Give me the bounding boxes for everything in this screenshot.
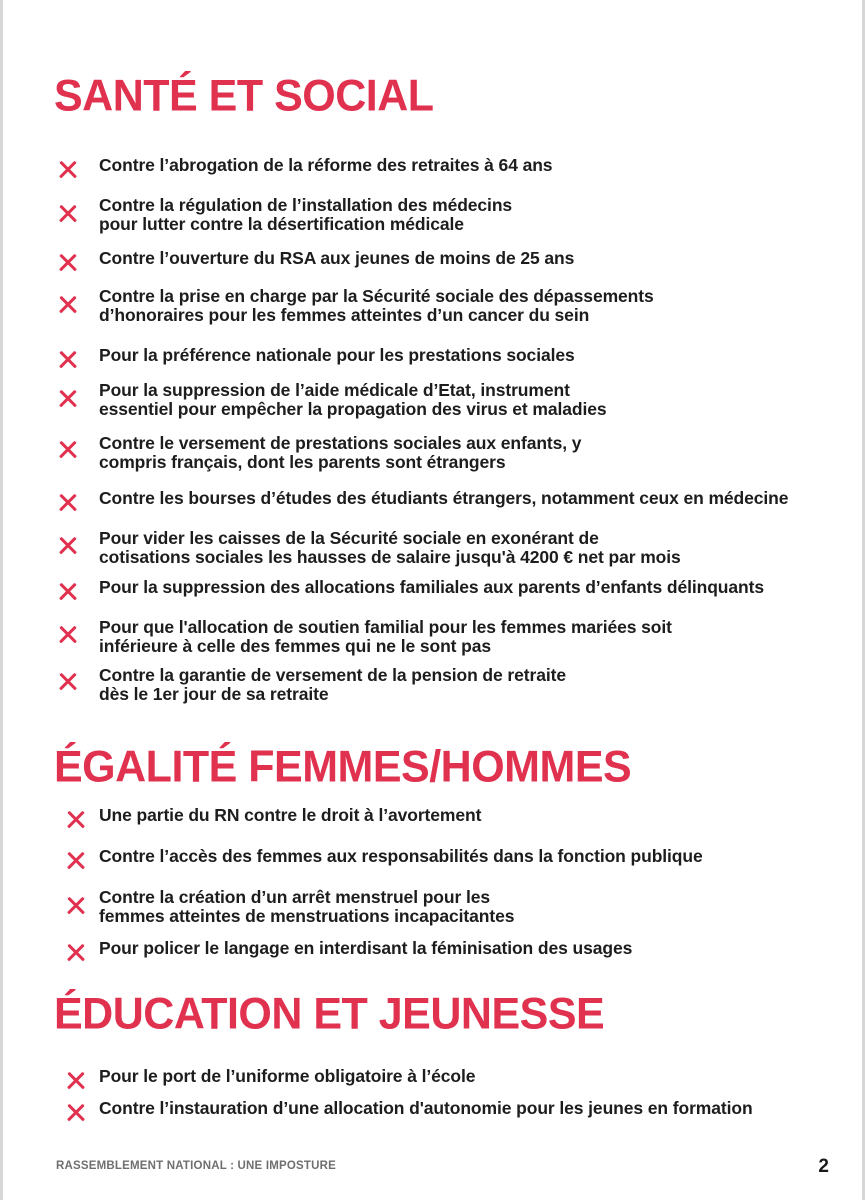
list-item: Pour la préférence nationale pour les prestations sociales: [56, 346, 846, 372]
cross-icon: [64, 1069, 88, 1093]
section-title-education: ÉDUCATION ET JEUNESSE: [54, 988, 605, 1039]
cross-icon: [64, 894, 88, 918]
cross-icon: [56, 293, 80, 317]
list-item: Pour le port de l’uniforme obligatoire à l’école: [56, 1067, 846, 1093]
section-title-sante-social: SANTÉ ET SOCIAL: [54, 70, 434, 121]
list-item: Pour que l'allocation de soutien familial pour les femmes mariées soit inférieure à celle des femmes qui ne le sont pas: [56, 618, 846, 655]
list-item: Contre l’ouverture du RSA aux jeunes de moins de 25 ans: [56, 249, 846, 275]
cross-icon: [64, 941, 88, 965]
cross-icon: [56, 251, 80, 275]
list-item: Contre la prise en charge par la Sécurité sociale des dépassements d’honoraires pour les femmes atteintes d’un cancer du sein: [56, 287, 846, 324]
cross-icon: [56, 534, 80, 558]
cross-icon: [64, 849, 88, 873]
page-edge-left: [0, 0, 3, 1200]
list-item: Contre l’instauration d’une allocation d'autonomie pour les jeunes en formation: [56, 1099, 846, 1125]
list-item: Contre la régulation de l’installation des médecins pour lutter contre la désertification médicale: [56, 196, 846, 233]
page-number: 2: [818, 1156, 829, 1177]
cross-icon: [56, 202, 80, 226]
list-item: Contre le versement de prestations sociales aux enfants, y compris français, dont les parents sont étrangers: [56, 434, 846, 471]
list-item: Pour policer le langage en interdisant la féminisation des usages: [56, 939, 846, 965]
list-item: Contre l’abrogation de la réforme des retraites à 64 ans: [56, 156, 846, 182]
list-item: Pour la suppression des allocations familiales aux parents d’enfants délinquants: [56, 578, 846, 604]
list-item: Contre la création d’un arrêt menstruel pour les femmes atteintes de menstruations incapacitantes: [56, 888, 846, 925]
cross-icon: [56, 387, 80, 411]
cross-icon: [64, 808, 88, 832]
list-item: Pour la suppression de l’aide médicale d’Etat, instrument essentiel pour empêcher la propagation des virus et maladies: [56, 381, 846, 418]
footer-title: RASSEMBLEMENT NATIONAL : UNE IMPOSTURE: [56, 1160, 336, 1172]
cross-icon: [56, 670, 80, 694]
cross-icon: [56, 438, 80, 462]
cross-icon: [56, 491, 80, 515]
list-item: Contre l’accès des femmes aux responsabilités dans la fonction publique: [56, 847, 846, 873]
list-item: Contre la garantie de versement de la pension de retraite dès le 1er jour de sa retraite: [56, 666, 846, 703]
cross-icon: [56, 580, 80, 604]
cross-icon: [56, 623, 80, 647]
section-title-egalite: ÉGALITÉ FEMMES/HOMMES: [54, 741, 632, 792]
cross-icon: [64, 1101, 88, 1125]
cross-icon: [56, 348, 80, 372]
list-item: Contre les bourses d’études des étudiants étrangers, notamment ceux en médecine: [56, 489, 846, 515]
list-item: Pour vider les caisses de la Sécurité sociale en exonérant de cotisations sociales les hausses de salaire jusqu'à 4200 € net par mois: [56, 529, 846, 566]
cross-icon: [56, 158, 80, 182]
list-item: Une partie du RN contre le droit à l’avortement: [56, 806, 846, 832]
